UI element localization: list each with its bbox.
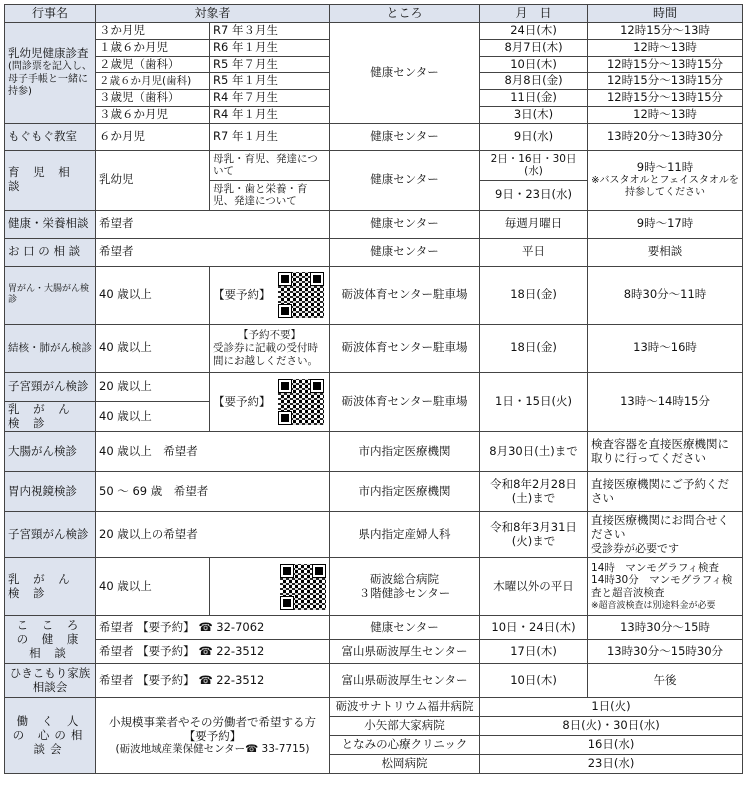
time-cell: 12時～13時 <box>588 106 743 123</box>
event-infant-checkup <box>5 23 96 124</box>
place-cell: 砺波サナトリウム福井病院 <box>330 698 480 717</box>
table-row <box>5 210 743 238</box>
target-cell: 40 歳以上 希望者 <box>96 432 330 472</box>
table-row <box>5 640 743 664</box>
event-mogumogu: もぐもぐ教室 <box>5 123 96 150</box>
target-cell: 40 歳以上 <box>96 324 210 372</box>
table-row <box>5 150 743 180</box>
target-cell: ６か月児 <box>96 123 210 150</box>
born-cell: R7 年１月生 <box>210 123 330 150</box>
place-cell: 富山県砺波厚生センター <box>330 664 480 698</box>
target-cell: ２歳児（歯科） <box>96 56 210 73</box>
table-row <box>5 432 743 472</box>
time-cell: 13時30分～15時 <box>588 616 743 640</box>
event-kokoro: こ こ ろ の 健 康 相 談 <box>5 616 96 664</box>
time-cell: 12時～13時 <box>588 39 743 56</box>
date-cell: 17日(木) <box>480 640 588 664</box>
table-row <box>5 472 743 512</box>
time-cell: 13時～16時 <box>588 324 743 372</box>
date-cell: 18日(金) <box>480 266 588 324</box>
place-cell: 松岡病院 <box>330 755 480 774</box>
table-row <box>5 664 743 698</box>
reservation-label: 【要予約】 <box>137 643 195 658</box>
date-cell: 2日・16日・30日(水) <box>480 150 588 180</box>
time-cell <box>588 150 743 210</box>
time-cell: 12時15分～13時15分 <box>588 73 743 90</box>
place-cell: 砺波体育センター駐車場 <box>330 324 480 372</box>
reservation-label: 【要予約】 <box>137 672 195 687</box>
target-cell <box>96 664 330 698</box>
table-row <box>5 324 743 372</box>
event-inaishi: 胃内視鏡検診 <box>5 472 96 512</box>
date-cell: 1日(火) <box>480 698 743 717</box>
header-time: 時間 <box>588 5 743 23</box>
date-cell: 10日(木) <box>480 664 588 698</box>
event-nyugan2: 乳 が ん 検 診 <box>5 558 96 616</box>
place-cell: 健康センター <box>330 238 480 266</box>
date-cell: 8月7日(木) <box>480 39 588 56</box>
event-igan: 胃がん・大腸がん検診 <box>5 266 96 324</box>
event-hataraku: 働 く 人 の 心の相談会 <box>5 698 96 774</box>
place-cell: 健康センター <box>330 150 480 210</box>
time-note: ※超音波検査は別途料金が必要 <box>591 601 716 612</box>
time-cell: 12時15分～13時15分 <box>588 56 743 73</box>
sub-target-cell: 母乳・歯と栄養・育児、発達について <box>210 180 330 210</box>
date-cell: 令和8年2月28日(土)まで <box>480 472 588 512</box>
target-cell: 希望者 <box>96 238 330 266</box>
place-cell: 健康センター <box>330 210 480 238</box>
time-cell: 検査容器を直接医療機関に取りに行ってください <box>588 432 743 472</box>
target-text: 小規模事業者やその労働者で希望する方 <box>109 714 316 729</box>
date-cell: 9日(水) <box>480 123 588 150</box>
time-cell <box>588 558 743 616</box>
reservation-label: 【要予約】 <box>213 394 271 409</box>
target-cell: ３歳児（歯科） <box>96 90 210 107</box>
date-cell: 11日(金) <box>480 90 588 107</box>
place-cell: 県内指定産婦人科 <box>330 512 480 558</box>
born-cell: R4 年７月生 <box>210 90 330 107</box>
place-cell: 砺波体育センター駐車場 <box>330 372 480 432</box>
table-row <box>5 123 743 150</box>
place-cell: 市内指定医療機関 <box>330 432 480 472</box>
date-cell: 24日(木) <box>480 23 588 40</box>
date-cell: 3日(木) <box>480 106 588 123</box>
date-cell: 10日(木) <box>480 56 588 73</box>
born-cell: R6 年１月生 <box>210 39 330 56</box>
time-cell: 9時～17時 <box>588 210 743 238</box>
date-cell: 18日(金) <box>480 324 588 372</box>
event-shikyu: 子宮頸がん検診 <box>5 372 96 401</box>
date-cell: 23日(水) <box>480 755 743 774</box>
target-cell: 乳幼児 <box>96 150 210 210</box>
event-ikuji: 育 児 相 談 <box>5 150 96 210</box>
place-cell: 健康センター <box>330 23 480 124</box>
target-cell: 40 歳以上 <box>96 558 210 616</box>
time-cell: 13時30分～15時30分 <box>588 640 743 664</box>
date-cell: 8月8日(金) <box>480 73 588 90</box>
note-body: 受診券に記載の受付時間にお越しください。 <box>213 341 318 367</box>
schedule-table <box>4 4 743 774</box>
date-cell: 平日 <box>480 238 588 266</box>
phone-number[interactable]: ☎ 32-7062 <box>198 619 265 634</box>
header-place: ところ <box>330 5 480 23</box>
header-date: 月 日 <box>480 5 588 23</box>
qr-code-icon[interactable] <box>280 564 326 610</box>
event-kekkaku: 結核・肺がん検診 <box>5 324 96 372</box>
contact-text: (砺波地域産業保健センター☎ 33-7715) <box>115 743 310 756</box>
target-cell: 40 歳以上 <box>96 401 210 432</box>
qr-cell <box>210 372 330 432</box>
born-cell: R5 年１月生 <box>210 73 330 90</box>
event-note: (問診票を記入し、母子手帳と一緒に持参) <box>8 61 92 98</box>
born-cell: R4 年１月生 <box>210 106 330 123</box>
kibousha-label: 希望者 <box>99 619 134 634</box>
target-cell: ３か月児 <box>96 23 210 40</box>
table-row <box>5 372 743 401</box>
place-cell: 小矢部大家病院 <box>330 717 480 736</box>
event-hikikomori: ひきこもり家族相談会 <box>5 664 96 698</box>
table-row <box>5 616 743 640</box>
kibousha-label: 希望者 <box>99 672 134 687</box>
place-cell: 富山県砺波厚生センター <box>330 640 480 664</box>
qr-code-icon[interactable] <box>278 272 324 318</box>
event-nyugan: 乳 が ん 検 診 <box>5 401 96 432</box>
target-cell: ２歳６か月児(歯科) <box>96 73 210 90</box>
place-cell: 砺波体育センター駐車場 <box>330 266 480 324</box>
place-cell: 市内指定医療機関 <box>330 472 480 512</box>
target-cell: 20 歳以上の希望者 <box>96 512 330 558</box>
event-shikyu2: 子宮頸がん検診 <box>5 512 96 558</box>
reservation-label: 【要予約】 <box>213 287 271 302</box>
header-row <box>5 5 743 23</box>
time-cell: 12時15分～13時15分 <box>588 90 743 107</box>
time-cell: 午後 <box>588 664 743 698</box>
time-cell: 要相談 <box>588 238 743 266</box>
phone-number[interactable]: ☎ 22-3512 <box>198 672 265 687</box>
date-cell: 1日・15日(火) <box>480 372 588 432</box>
time-text: 直接医療機関にお問合せください <box>591 513 730 541</box>
time-text: 14時 マンモグラフィ検査 <box>591 561 720 574</box>
no-reservation-label: 【予約不要】 <box>238 329 301 342</box>
phone-number[interactable]: ☎ 22-3512 <box>198 643 265 658</box>
target-cell: ３歳６か月児 <box>96 106 210 123</box>
time-text: 14時30分 マンモグラフィ検査と超音波検査 <box>591 574 733 599</box>
time-cell <box>588 512 743 558</box>
table-row <box>5 238 743 266</box>
place-cell: 砺波総合病院 ３階健診センター <box>330 558 480 616</box>
time-cell: 13時20分～13時30分 <box>588 123 743 150</box>
event-daicho: 大腸がん検診 <box>5 432 96 472</box>
note-cell <box>210 324 330 372</box>
target-cell <box>96 616 330 640</box>
qr-cell <box>210 266 330 324</box>
time-text: 9時～11時 <box>636 159 694 174</box>
target-cell <box>96 640 330 664</box>
date-cell: 16日(水) <box>480 736 743 755</box>
table-row <box>5 558 743 616</box>
event-name: 乳幼児健康診査 <box>8 46 89 61</box>
time-cell: 12時15分～13時 <box>588 23 743 40</box>
date-cell: 8月30日(土)まで <box>480 432 588 472</box>
kibousha-label: 希望者 <box>99 643 134 658</box>
date-cell: 8日(火)・30日(水) <box>480 717 743 736</box>
born-cell: R5 年７月生 <box>210 56 330 73</box>
table-row <box>5 266 743 324</box>
event-eiyo: 健康・栄養相談 <box>5 210 96 238</box>
place-cell: 健康センター <box>330 123 480 150</box>
date-cell: 令和8年3月31日(火)まで <box>480 512 588 558</box>
header-target: 対象者 <box>96 5 330 23</box>
qr-code-icon[interactable] <box>278 379 324 425</box>
target-cell: 50 ～ 69 歳 希望者 <box>96 472 330 512</box>
table-row <box>5 512 743 558</box>
place-cell: 健康センター <box>330 616 480 640</box>
reservation-label: 【要予約】 <box>183 728 242 743</box>
target-cell: 希望者 <box>96 210 330 238</box>
header-event: 行事名 <box>5 5 96 23</box>
born-cell: R7 年３月生 <box>210 23 330 40</box>
target-cell: 40 歳以上 <box>96 266 210 324</box>
time-note: ※バスタオルとフェイスタオルを持参してください <box>591 174 739 199</box>
time-cell: 8時30分～11時 <box>588 266 743 324</box>
time-cell: 13時～14時15分 <box>588 372 743 432</box>
sub-target-cell: 母乳・育児、発達について <box>210 150 330 180</box>
reservation-label: 【要予約】 <box>137 619 195 634</box>
target-cell <box>96 698 330 774</box>
event-okuchi: お 口 の 相 談 <box>5 238 96 266</box>
place-cell: となみの心療クリニック <box>330 736 480 755</box>
date-cell: 9日・23日(水) <box>480 180 588 210</box>
date-cell: 木曜以外の平日 <box>480 558 588 616</box>
date-cell: 毎週月曜日 <box>480 210 588 238</box>
date-cell: 10日・24日(木) <box>480 616 588 640</box>
target-cell: 20 歳以上 <box>96 372 210 401</box>
target-cell: １歳６か月児 <box>96 39 210 56</box>
table-row <box>5 23 743 40</box>
qr-cell <box>210 558 330 616</box>
time-note: 受診券が必要です <box>591 541 680 555</box>
table-row <box>5 698 743 717</box>
time-cell: 直接医療機関にご予約ください <box>588 472 743 512</box>
